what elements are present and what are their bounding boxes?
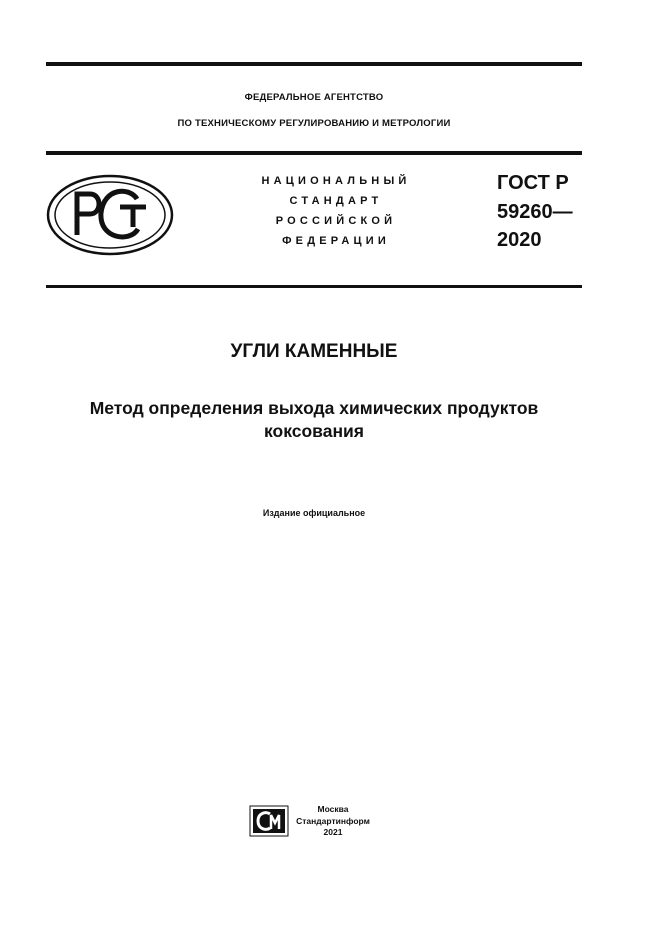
subtitle-line: Метод определения выхода химических продуктов — [89, 398, 539, 418]
middle-rule — [46, 151, 582, 155]
document-title: УГЛИ КАМЕННЫЕ — [230, 341, 398, 362]
top-rule — [46, 62, 582, 66]
rst-certification-icon — [46, 173, 174, 257]
standard-type-line: СТАНДАРТ — [289, 195, 383, 207]
standard-designation — [497, 169, 573, 255]
publisher-city: Москва — [317, 804, 349, 814]
agency-line-2: ПО ТЕХНИЧЕСКОМУ РЕГУЛИРОВАНИЮ И МЕТРОЛОГИИ — [177, 118, 451, 129]
agency-line-1: ФЕДЕРАЛЬНОЕ АГЕНТСТВО — [244, 92, 384, 103]
publisher-block — [290, 804, 376, 839]
publisher-name: Стандартинформ — [296, 815, 370, 826]
standard-type-line: ФЕДЕРАЦИИ — [282, 235, 390, 247]
standard-type — [232, 171, 440, 251]
document-subtitle — [46, 397, 582, 443]
designation-line: ГОСТ Р — [497, 172, 569, 194]
publisher-year: 2021 — [323, 827, 343, 837]
standard-type-line: РОССИЙСКОЙ — [275, 215, 397, 227]
bottom-rule — [46, 285, 582, 288]
standard-type-line: НАЦИОНАЛЬНЫЙ — [261, 175, 411, 187]
edition-note: Издание официальное — [262, 508, 366, 518]
designation-line: 59260— — [497, 200, 573, 223]
standartinform-logo-icon — [249, 805, 289, 837]
designation-line: 2020 — [497, 229, 542, 251]
subtitle-line: коксования — [264, 421, 364, 441]
